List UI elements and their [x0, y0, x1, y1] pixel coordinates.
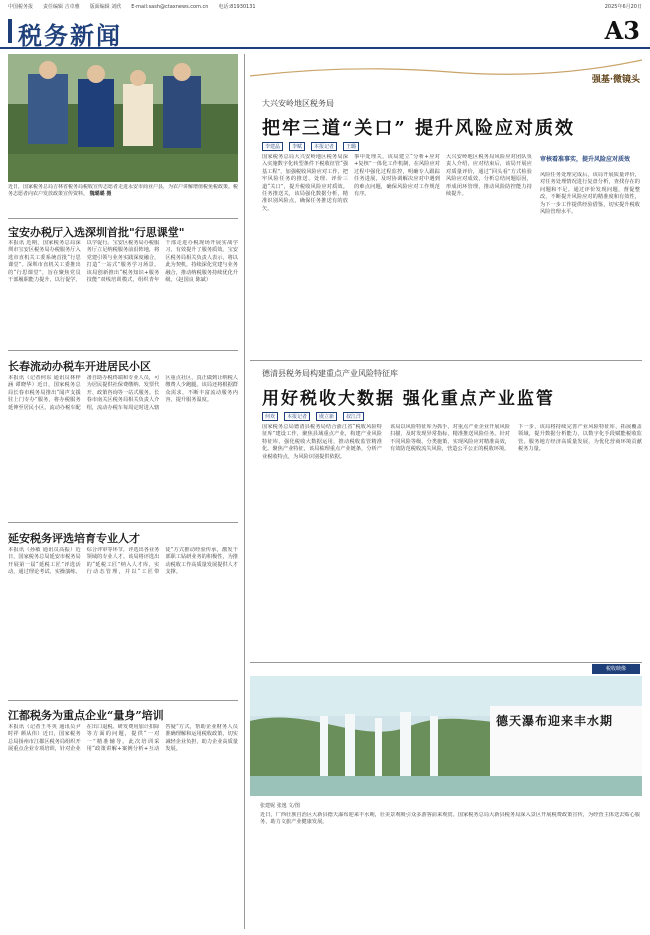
- lead-col-3: 大兴安岭地区税务局风险应对团队负责人介绍，应对结束后，该局开展应对质量评价，通过“回头看”方式检验风险应对成效，分析总结问题原因，形成闭环管理，推动风险防控能力持续提升。: [446, 154, 532, 198]
- article-title-jiangdu: 江都税务为重点企业“量身”培训: [8, 709, 164, 722]
- lead2-col-1: 国家税务总局德清县税务局结合浙江省“税收风险特征库”建设工作，聚焦县域重点产业，构建产业风险特征库，强化税收大数据运用，推动税收监管精准化。聚焦产业特征，该局梳理重点产业链条，分析产业税收特点，为风险识别提供依据。: [262, 424, 382, 460]
- reporter-4: 王璐: [343, 142, 359, 151]
- chief-editor: 责任编辑 吉卓雅: [43, 4, 80, 10]
- issue-date: 2025年6月20日: [604, 4, 642, 10]
- page-number: A3: [604, 16, 640, 45]
- news-photo-farm: [8, 54, 238, 182]
- divider-4: [8, 700, 238, 701]
- lead-byline: [262, 142, 359, 151]
- lead2-reporter-1: 何欢: [262, 412, 278, 421]
- lead-col-1: 国家税务总局大兴安岭地区税务局深入实施数字化转型条件下税收征管“强基工程”，加强税收风险应对工作，把牢风险任务的推送、处理、评价三道“关口”，提升税收风险应对质效。任务推送关，该局强化数据分析，精准识别风险点，确保任务推送有的放矢。: [262, 154, 348, 212]
- phone: 电话:81930131: [218, 4, 256, 10]
- article-body-jiangdu: 本报讯（记者王冬英 通讯员尹时祥 颜从伟）近日，国家税务总局扬州市江都区税务局组织开展重点企业专项培训，针对企业在出口退税、研发费用加计扣除等方面的问题，提供“一对一”精准辅导。此次培训采用“政策讲解+案例分析+互动答疑”方式，帮助企业财务人员准确理解和运用税收政策，切实减轻企业负担，助力企业高质量发展。: [8, 724, 238, 753]
- ad-badge: 税收映像: [592, 664, 640, 674]
- lead2-headline: 用好税收大数据 强化重点产业监管: [262, 389, 555, 409]
- article-body-baoan: 本报讯 近期，国家税务总局深圳市宝安区税务局办税服务厅入选市直机关工委系统首批“行思课堂”。深圳市直机关工委推出的“行思课堂”，旨在聚焦党员干部履职能力提升，以行促学、以学促行。宝安区税务局办税服务厅立足纳税服务前沿阵地，将党建引领与业务实践深度融合，打造“一站式”服务学习场景。该局创新推出“税务知识+服务技能”双线培训模式，组织青年干部走进办税现场开展实战学习，有效提升了服务质效。宝安区税务局相关负责人表示，将以此为契机，持续深化党建与业务融合，推动纳税服务持续优化升级。（赵国良 陈斌）: [8, 240, 238, 284]
- article-body-changchun: 本报讯（记者何东 通讯员林梓涵 谭晓华）近日，国家税务总局长春市税务局推出“闻声支援驻上门专办”服务，将办税服务延伸至居民小区。流动办税车配备自助办税终端和专业人员，可为居民提供社保费缴纳、发票代开、政策咨询等一站式服务。长春市南关区税务局相关负责人介绍，流动办税车每周定时进入辖区重点社区，真正做到让纳税人缴费人少跑腿。该局还将根据群众需求，不断丰富流动服务内容，提升服务温度。: [8, 375, 238, 411]
- reporter-1: 李建晶: [262, 142, 283, 151]
- lead2-kicker: 德清县税务局构建重点产业风险特征库: [262, 369, 398, 378]
- article-body-yanan: 本报讯（孙敏 通讯员高振）近日，国家税务总局延安市税务局开展第一届“延税工匠”评选活动，通过理论考试、实操演练、综合评审等环节，评选出各业务领域的专业人才。该局将评选出的“延税工匠”纳入人才库，实行动态管理，并以“工匠带徒”方式推动经验传承，激发干部职工钻研业务的积极性，为推动税收工作高质量发展提供人才支撑。: [8, 547, 238, 576]
- waterfall-photo: [250, 676, 642, 796]
- lead-side-title: 审核看准事实，提升风险应对质效: [540, 156, 631, 163]
- photo-credit: 魏璐璐 摄: [89, 191, 112, 197]
- article-title-yanan: 延安税务评选培育专业人才: [8, 532, 140, 545]
- top-info-bar: [0, 0, 650, 13]
- email: E-mail:sash@ctaxnews.com.cn: [131, 3, 209, 10]
- column-divider: [244, 54, 245, 929]
- paper-name: 中国税务报: [8, 4, 34, 10]
- divider-lead2: [250, 662, 642, 663]
- section-title: 税务新闻: [18, 21, 122, 50]
- lead-col-2: 事中处理关，该局建立“分析+应对+复核”一体化工作机制，在风险应对过程中强化过程监控，明确专人跟踪任务进展，及时协调解决应对中遇到的难点问题，确保风险应对工作规范有序。: [354, 154, 440, 198]
- article-title-baoan: 宝安办税厅入选深圳首批"行思课堂": [8, 226, 185, 239]
- ad-caption: 近日，广西壮族自治区大新县德天瀑布迎来丰水期，壮美景观吸引众多游客前来观赏。国家税务总局大新县税务局深入景区开展税费政策宣传，为经营主体送去贴心服务，助力文旅产业健康发展。: [260, 812, 640, 826]
- masthead-accent: [8, 19, 12, 43]
- lead-headline: 把牢三道“关口” 提升风险应对质效: [262, 118, 575, 139]
- lead2-reporter-4: 叔江洋: [343, 412, 364, 421]
- designer: 版面编辑 刘欣: [89, 4, 122, 10]
- photo-caption: 近日，国家税务总局吉林省税务局税收宣传志愿者走进永安市商业户县，为农户讲解增值税免税政策。税务志愿者向农户发放政策宣传资料。 魏璐璐 摄: [8, 184, 238, 197]
- lead2-byline: [262, 412, 364, 421]
- divider-2: [8, 350, 238, 351]
- divider-1: [8, 218, 238, 219]
- lead-kicker: 大兴安岭地区税务局: [262, 99, 334, 108]
- masthead: [0, 13, 650, 49]
- reporter-3: 本报记者: [311, 142, 337, 151]
- lead2-col-3: 下一步，该局将持续完善产业风险特征库，拓展覆盖领域，提升数据分析能力，以数字化手段赋能税收监管，服务地方经济高质量发展，为优化营商环境贡献税务力量。: [518, 424, 642, 453]
- divider-3: [8, 522, 238, 523]
- badge-weijingtou: 强基·微镜头: [591, 75, 640, 85]
- lead-side-body: 风险任务处理完成后，该局开展质量评价，对任务处理情况进行复盘分析，查找存在的问题和不足。通过评价发现问题，督促整改，不断提升风险应对的精准度和有效性，为下一步工作提供经验借鉴，切实提升税收风险管理水平。: [540, 172, 640, 216]
- divider-lead: [250, 360, 642, 361]
- reporter-2: 李赋: [289, 142, 305, 151]
- article-title-changchun: 长春流动办税车开进居民小区: [8, 360, 151, 373]
- lead2-col-2: 该局以风险特征库为抓手，对重点产业企业开展风险扫描，及时发现异常指标，精准推送风险任务。针对不同风险等级，分类施策，实现风险应对精准高效，有效防范税收流失风险，营造公平公正的税收环境。: [390, 424, 510, 453]
- lead2-reporter-3: 虞立新: [316, 412, 337, 421]
- ad-title: 德天瀑布迎来丰水期: [496, 714, 614, 728]
- ad-photographer: 张建妮 张逸 文/图: [260, 803, 300, 809]
- lead2-reporter-2: 本报记者: [284, 412, 310, 421]
